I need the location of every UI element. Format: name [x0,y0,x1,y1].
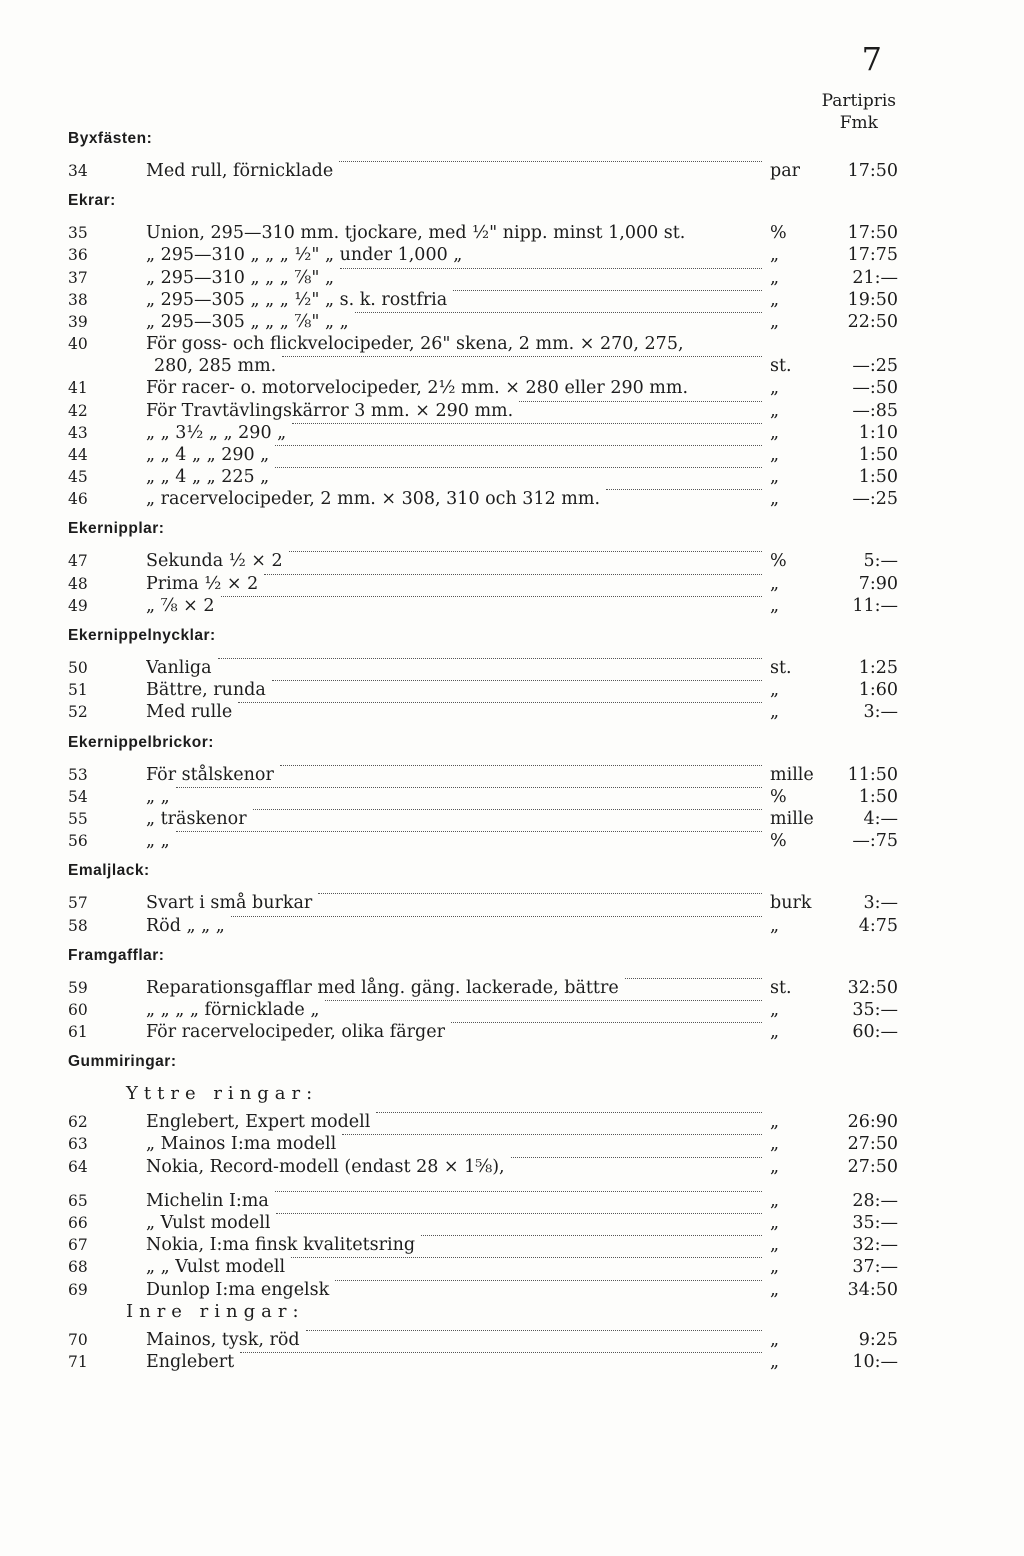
item-description-text: „ 295—305 „ „ „ ⅞" „ „ [146,311,349,332]
item-number: 45 [68,468,88,487]
item-description-text: För Travtävlingskärror 3 mm. × 290 mm. [146,400,514,421]
item-number: 59 [68,978,88,997]
item-number: 68 [68,1258,88,1277]
item-description [146,289,766,311]
item-description-text: „ „ 3½ „ „ 290 „ [146,422,287,443]
item-description-text: För racervelocipeder, olika färger [146,1022,445,1043]
item-description-text: Michelin I:ma [146,1190,269,1211]
item-number: 61 [68,1023,88,1042]
item-number: 40 [68,335,88,354]
list-item [68,573,898,595]
list-item [68,679,898,701]
item-description [146,400,766,422]
item-price: 11:50 [847,764,898,785]
list-item [68,333,898,355]
item-description [146,333,766,355]
item-description-text: „ Vulst modell [146,1213,271,1233]
item-description-text: „ Mainos I:ma modell [146,1134,337,1155]
item-description [146,1351,766,1373]
item-description-text: „ racervelocipeder, 2 mm. × 308, 310 och 312 mm. [146,489,601,510]
item-price: 1:50 [858,444,898,465]
leader-dots [253,808,762,810]
item-description-text: Mainos, tysk, röd [146,1329,300,1350]
list-item [68,222,898,244]
item-unit: „ [770,1257,780,1278]
leader-dots [218,657,762,659]
item-description [146,1212,766,1234]
leader-dots [519,400,762,402]
item-number: 44 [68,445,88,464]
item-description [146,355,766,377]
list-item [68,466,898,488]
item-description [146,915,766,937]
item-description-text: „ „ 4 „ „ 225 „ [146,467,270,488]
item-description-text: „ „ 4 „ „ 290 „ [146,444,270,465]
item-description-text: „ 295—305 „ „ „ ½" „ s. k. rostfria [146,289,448,310]
item-description [146,466,766,488]
item-price: —:25 [852,356,898,377]
item-price: 17:50 [847,223,898,244]
item-number: 69 [68,1280,88,1299]
item-number: 67 [68,1236,88,1255]
item-unit: „ [770,1329,780,1350]
list-item [68,422,898,444]
header-line-1: Partipris [821,91,896,111]
leader-dots [221,595,762,597]
item-description [146,1190,766,1212]
item-unit: „ [770,400,780,421]
leader-dots [176,830,762,832]
item-unit: „ [770,1213,780,1233]
item-description [146,244,766,266]
item-description [146,892,766,914]
list-item [68,244,898,266]
item-price: —:50 [852,378,898,399]
list-item-continuation [68,355,898,377]
item-number: 65 [68,1191,88,1210]
item-unit: burk [770,893,812,914]
item-price: —:85 [852,400,898,421]
item-unit: „ [770,467,780,488]
item-description-text: 280, 285 mm. [154,356,277,377]
item-description [146,679,766,701]
item-description [146,550,766,572]
item-unit: „ [770,1190,780,1211]
list-item [68,1133,898,1155]
item-price: 1:10 [858,422,898,443]
list-item [68,977,898,999]
item-unit: „ [770,915,780,936]
item-description-text: Englebert [146,1351,235,1372]
item-price: 27:50 [847,1156,898,1177]
item-unit: „ [770,680,780,701]
item-description-text: „ „ Vulst modell [146,1257,286,1278]
section-heading: Emaljlack: [68,862,150,880]
list-item [68,377,898,399]
page-number: 7 [861,40,882,78]
item-number: 35 [68,224,88,243]
item-price: 10:— [852,1351,898,1372]
item-price: 3:— [863,893,898,914]
item-description [146,1234,766,1256]
item-number: 50 [68,659,88,677]
item-description [146,444,766,466]
item-unit: „ [770,1279,780,1300]
leader-dots [272,679,762,681]
item-number: 51 [68,681,88,700]
leader-dots [292,422,762,424]
item-description [146,267,766,289]
item-unit: „ [770,1022,780,1043]
item-description-text: Svart i små burkar [146,893,313,914]
leader-dots [325,999,762,1001]
list-item [68,550,898,572]
list-item [68,915,898,937]
item-description-text: Sekunda ½ × 2 [146,551,283,572]
item-unit: „ [770,1134,780,1155]
list-item [68,289,898,311]
item-number: 56 [68,832,88,851]
list-item [68,1111,898,1133]
leader-dots [282,355,762,357]
item-description-text: Bättre, runda [146,680,266,701]
header-line-2: Fmk [839,113,878,133]
item-number: 36 [68,246,88,265]
item-description-text: „ „ [146,831,170,852]
item-description [146,1279,766,1301]
item-unit: „ [770,245,780,266]
item-number: 62 [68,1113,88,1132]
leader-dots [306,1329,762,1331]
item-unit: % [770,786,787,807]
item-price: —:25 [852,489,898,510]
item-description [146,1021,766,1043]
item-description-text: Röd „ „ „ [146,915,225,936]
item-price: 34:50 [847,1279,898,1300]
item-price: 32:50 [847,977,898,998]
item-number: 63 [68,1135,88,1154]
price-list [68,128,898,1373]
item-description-text: För racer- o. motorvelocipeder, 2½ mm. × 280 eller 290 mm. [146,378,689,399]
item-number: 41 [68,379,88,398]
list-item [68,1351,898,1373]
item-price: 21:— [852,267,898,288]
item-description-text: Nokia, I:ma finsk kvalitetsring [146,1235,416,1256]
item-price: 4:— [863,808,898,829]
item-number: 52 [68,703,88,722]
list-item [68,701,898,723]
list-item [68,311,898,333]
leader-dots [453,289,762,291]
item-number: 37 [68,268,88,287]
item-price: 35:— [852,1213,898,1233]
leader-dots [339,160,762,162]
item-description [146,764,766,786]
item-description [146,422,766,444]
item-price: 9:25 [858,1329,898,1350]
leader-dots [275,1190,762,1192]
item-price: 22:50 [847,311,898,332]
item-description [146,1133,766,1155]
item-description [146,222,766,244]
item-price: 11:— [852,595,898,616]
item-price: 17:75 [847,245,898,266]
item-price: 5:— [863,551,898,572]
item-price: 19:50 [847,289,898,310]
item-unit: mille [770,764,814,785]
item-description [146,573,766,595]
item-number: 55 [68,809,88,828]
item-description-text: „ träskenor [146,808,247,829]
list-item [68,160,898,182]
list-item [68,830,898,852]
list-item [68,808,898,830]
item-number: 64 [68,1157,88,1176]
list-item [68,892,898,914]
item-description-text: „ 295—310 „ „ „ ½" „ under 1,000 „ [146,245,463,266]
item-unit: „ [770,1235,780,1256]
leader-dots [238,701,762,703]
item-description-text: Englebert, Expert modell [146,1112,371,1133]
item-number: 46 [68,490,88,509]
item-description [146,977,766,999]
item-unit: mille [770,808,814,829]
leader-dots [318,892,762,894]
item-description-text: Dunlop I:ma engelsk [146,1279,330,1300]
item-unit: „ [770,702,780,723]
item-price: —:75 [852,831,898,852]
leader-dots [291,1256,762,1258]
item-description [146,657,766,679]
section-heading: Ekernippelnycklar: [68,627,216,644]
list-item [68,786,898,808]
leader-dots [421,1234,762,1236]
item-number: 34 [68,162,88,180]
item-number: 38 [68,290,88,309]
item-description [146,488,766,510]
item-unit: „ [770,378,780,399]
item-description [146,786,766,808]
item-number: 39 [68,312,88,331]
item-description [146,1111,766,1133]
item-price: 1:60 [858,680,898,701]
item-description [146,999,766,1021]
item-price: 27:50 [847,1134,898,1155]
item-description-text: För stålskenor [146,764,274,785]
item-number: 48 [68,574,88,593]
leader-dots [276,1212,762,1214]
list-item [68,764,898,786]
list-item [68,1279,898,1301]
item-price: 4:75 [858,915,898,936]
item-description-text: För goss- och flickvelocipeder, 26" skena, 2 mm. × 270, 275, [146,334,684,355]
section-heading: Framgafflar: [68,946,165,964]
item-number: 66 [68,1214,88,1232]
item-price: 1:50 [858,786,898,807]
item-number: 53 [68,765,88,784]
list-item [68,1190,898,1212]
item-unit: „ [770,1156,780,1177]
list-item [68,488,898,510]
item-number: 49 [68,596,88,615]
item-price: 60:— [852,1022,898,1043]
item-price: 1:50 [858,467,898,488]
item-unit: „ [770,422,780,443]
subsection-heading: Inre ringar: [126,1300,305,1322]
item-price: 3:— [863,702,898,723]
section-heading: Ekernipplar: [68,520,165,538]
item-number: 70 [68,1330,88,1349]
item-unit: „ [770,311,780,332]
item-unit: „ [770,573,780,594]
item-price: 7:90 [858,573,898,594]
item-description [146,701,766,723]
item-description-text: Vanliga [146,658,212,678]
item-unit: st. [770,977,792,998]
item-price: 35:— [852,999,898,1020]
item-number: 43 [68,423,88,442]
item-unit: „ [770,1112,780,1133]
leader-dots [511,1156,762,1158]
item-description-text: Nokia, Record-modell (endast 28 × 1⅝), [146,1156,505,1177]
list-item [68,1021,898,1043]
leader-dots [264,573,762,575]
item-unit: par [770,161,801,181]
item-price: 37:— [852,1257,898,1278]
item-number: 47 [68,552,88,571]
item-description [146,311,766,333]
item-description-text: „ 295—310 „ „ „ ⅞" „ [146,267,335,288]
spacer [68,1178,898,1190]
item-description [146,808,766,830]
section-heading: Ekrar: [68,192,116,210]
item-description-text: Med rulle [146,702,233,723]
item-price: 28:— [852,1190,898,1211]
section-heading: Byxfästen: [68,130,153,147]
leader-dots [340,267,762,269]
leader-dots [606,488,762,490]
leader-dots [355,311,762,313]
item-number: 42 [68,401,88,420]
list-item [68,444,898,466]
leader-dots [342,1133,762,1135]
leader-dots [280,764,762,766]
item-unit: „ [770,999,780,1020]
item-unit: „ [770,267,780,288]
section-heading: Ekernippelbrickor: [68,733,214,751]
list-item [68,1156,898,1178]
list-item [68,1256,898,1278]
item-description [146,1156,766,1178]
leader-dots [451,1021,762,1023]
item-description [146,377,766,399]
item-number: 54 [68,787,88,806]
item-number: 60 [68,1000,88,1019]
item-description [146,160,766,182]
item-unit: % [770,223,787,244]
item-description-text: Prima ½ × 2 [146,573,259,594]
leader-dots [376,1111,762,1113]
item-description [146,595,766,617]
leader-dots [231,915,762,917]
item-price: 32:— [852,1235,898,1256]
list-item [68,657,898,679]
item-description [146,1256,766,1278]
item-description-text: „ ⅞ × 2 [146,595,215,616]
leader-dots [275,444,762,446]
list-item [68,1329,898,1351]
item-price: 1:25 [858,658,898,678]
item-description [146,830,766,852]
item-description-text: Reparationsgafflar med lång. gäng. lackerade, bättre [146,977,619,998]
subsection-heading: Yttre ringar: [126,1083,319,1105]
section-heading: Gummiringar: [68,1053,177,1071]
leader-dots [176,786,762,788]
item-unit: „ [770,595,780,616]
list-item [68,999,898,1021]
item-unit: % [770,551,787,572]
leader-dots [335,1279,762,1281]
list-item [68,400,898,422]
leader-dots [240,1351,762,1353]
item-unit: „ [770,444,780,465]
item-description-text: Union, 295—310 mm. tjockare, med ½" nipp. minst 1,000 st. [146,223,686,244]
item-number: 57 [68,894,88,913]
item-unit: st. [770,658,792,678]
leader-dots [275,466,762,468]
item-unit: % [770,831,787,852]
list-item [68,1234,898,1256]
item-number: 71 [68,1352,88,1371]
item-price: 17:50 [847,161,898,181]
item-unit: st. [770,356,792,377]
item-description-text: „ „ [146,786,170,807]
leader-dots [625,977,762,979]
item-price: 26:90 [847,1112,898,1133]
item-unit: „ [770,1351,780,1372]
list-item [68,1212,898,1234]
item-unit: „ [770,489,780,510]
item-description-text: Med rull, förnicklade [146,161,334,181]
list-item [68,267,898,289]
item-description-text: „ „ „ „ förnicklade „ [146,999,320,1020]
item-number: 58 [68,916,88,935]
item-unit: „ [770,289,780,310]
list-item [68,595,898,617]
item-description [146,1329,766,1351]
leader-dots [289,550,762,552]
